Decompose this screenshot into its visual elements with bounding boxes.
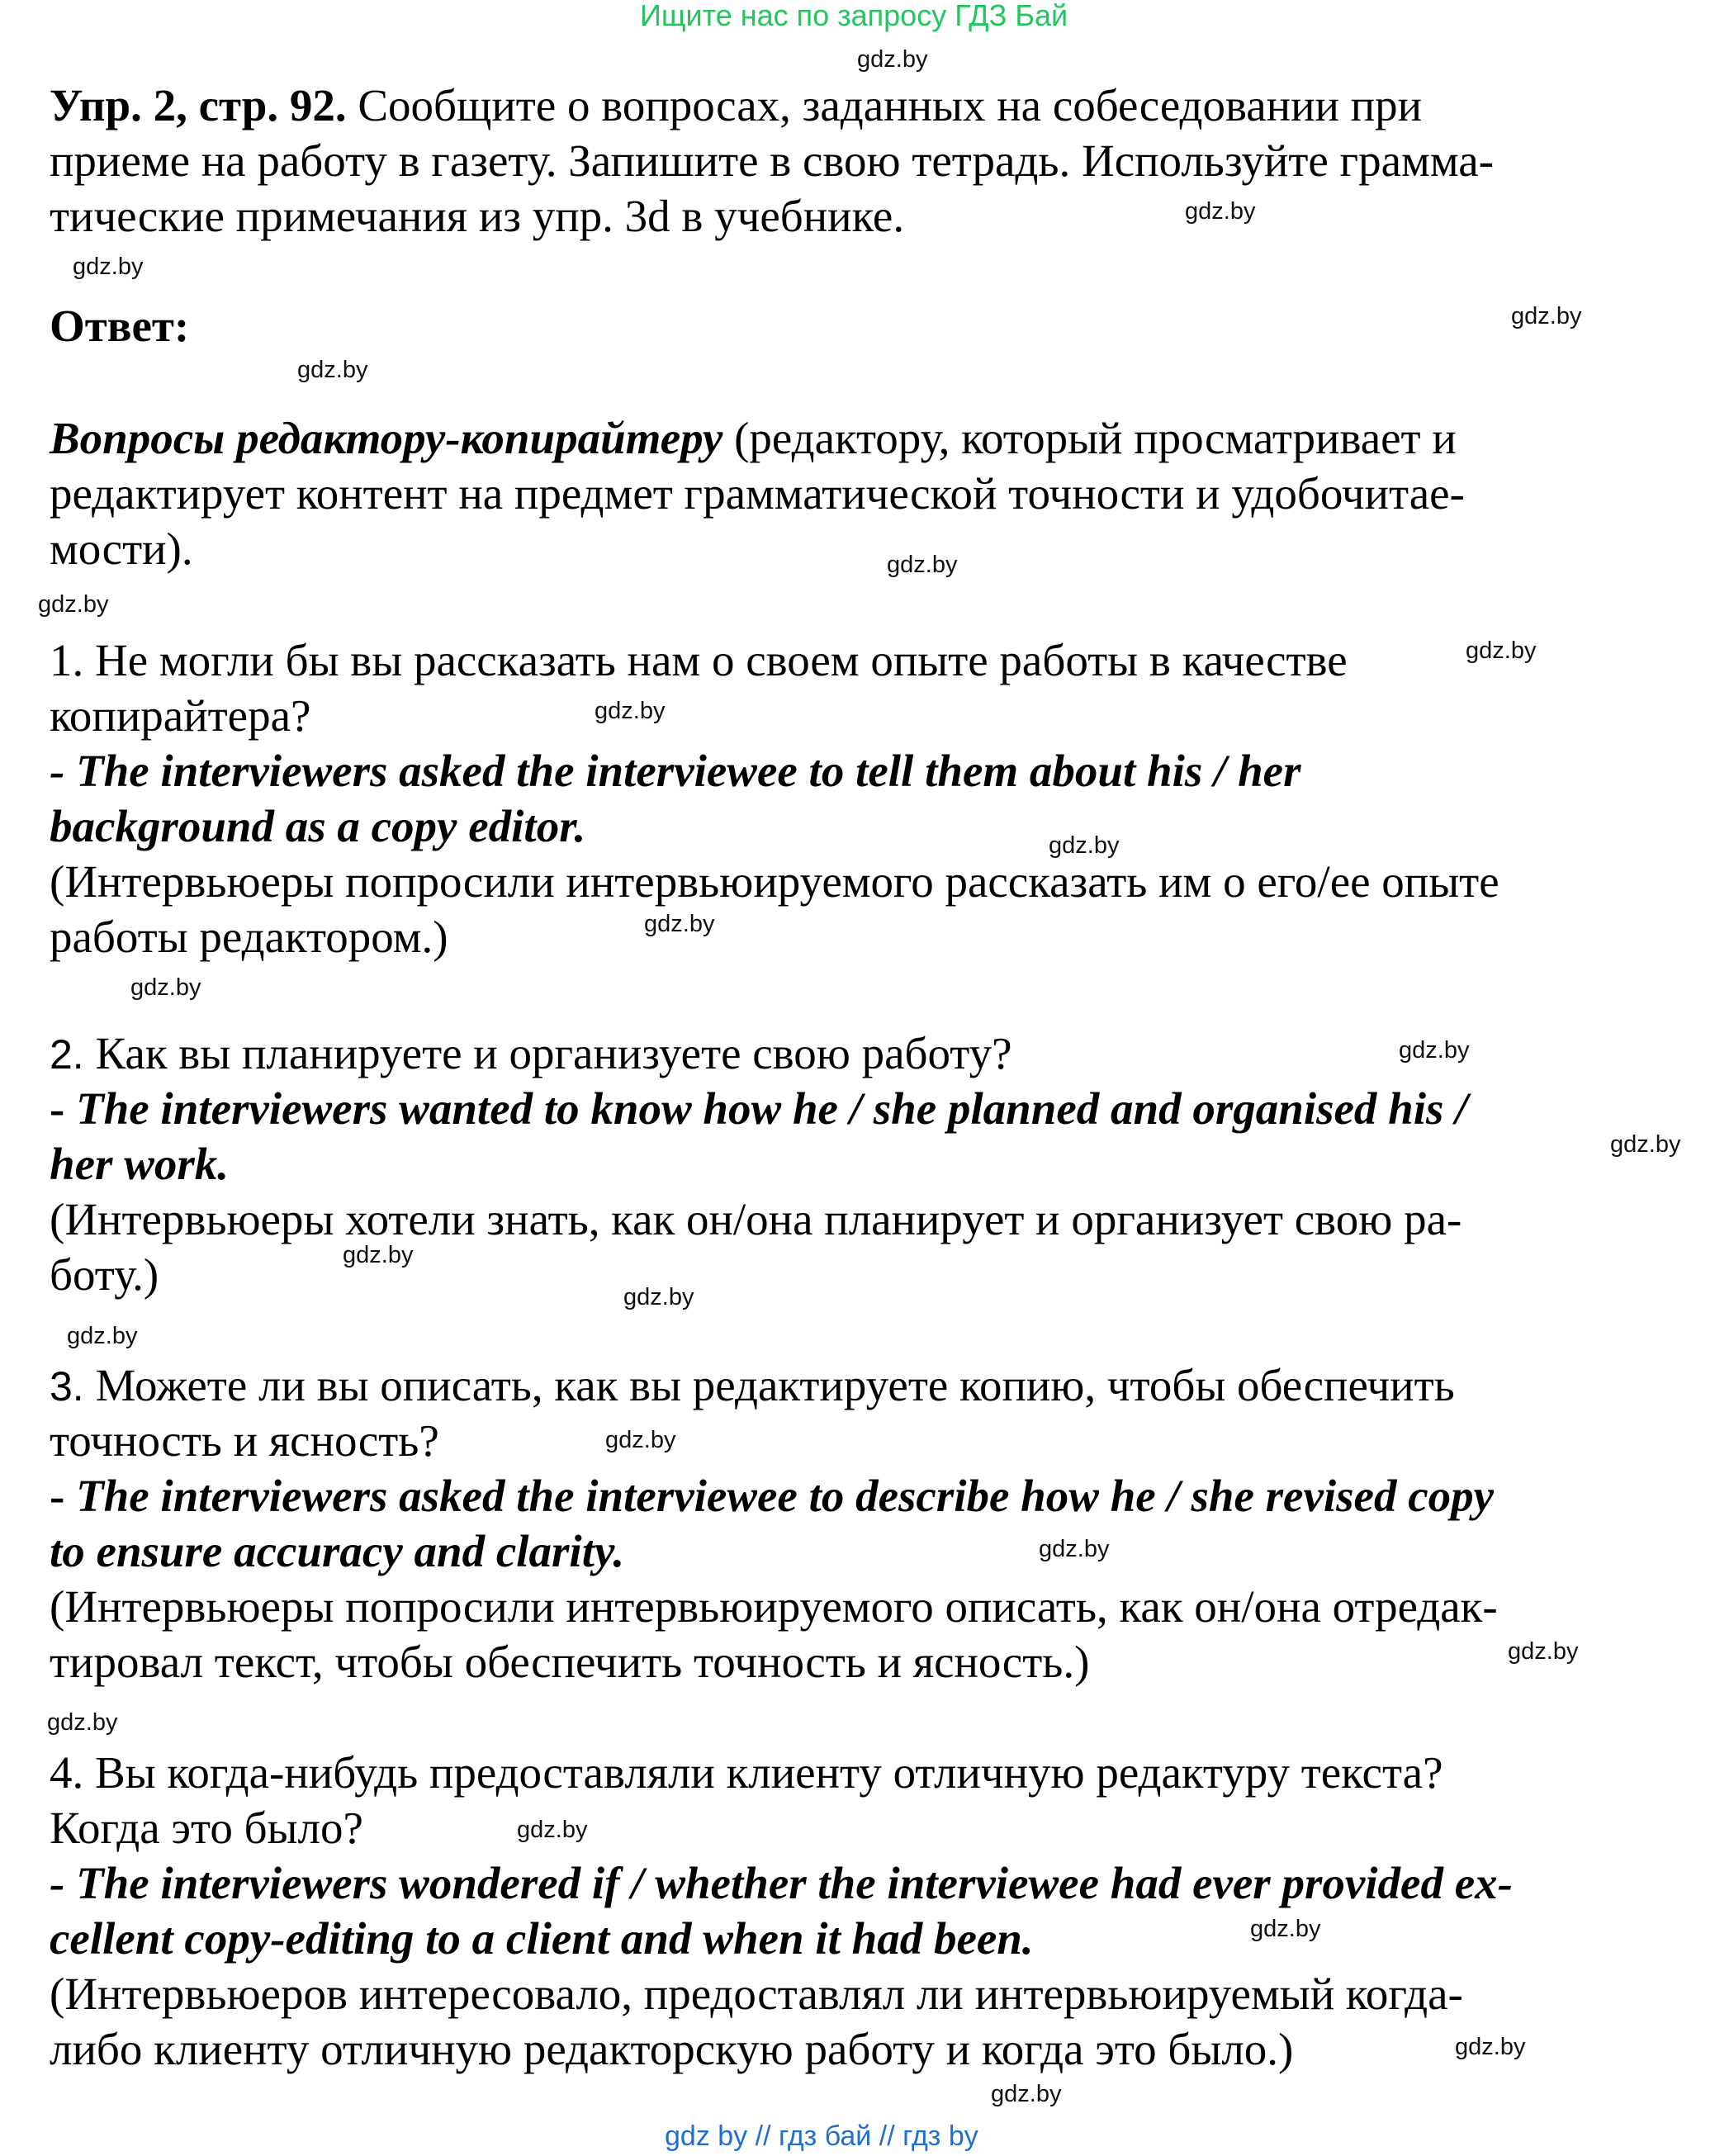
- watermark: gdz.by: [1039, 1536, 1110, 1562]
- q4-english-line-2: cellent copy-editing to a client and when it had been.: [50, 1913, 1034, 1964]
- q3-dash: -: [50, 1471, 77, 1521]
- q4-russian-line-2: Когда это было?: [50, 1803, 363, 1853]
- q3-english: The interviewers asked the interviewee to describe how he / she revised copy: [76, 1471, 1495, 1521]
- watermark: gdz.by: [73, 254, 144, 280]
- watermark: gdz.by: [517, 1817, 588, 1843]
- watermark: gdz.by: [67, 1323, 138, 1349]
- answer-label: Ответ:: [50, 301, 190, 351]
- watermark: gdz.by: [1610, 1131, 1681, 1158]
- q2-translation-line-1: (Интервьюеры хотели знать, как он/она планирует и организует свою ра-: [50, 1194, 1462, 1244]
- watermark: gdz.by: [297, 357, 368, 383]
- watermark: gdz.by: [595, 698, 666, 724]
- q1-russian-line-1: 1. Не могли бы вы рассказать нам о своем опыте работы в качестве: [50, 635, 1348, 685]
- watermark: gdz.by: [47, 1709, 118, 1736]
- q3-english-line-2: to ensure accuracy and clarity.: [50, 1526, 625, 1576]
- q4-translation-line-1: (Интервьюеров интересовало, предоставлял ли интервьюируемый когда-: [50, 1969, 1463, 2019]
- watermark: gdz.by: [991, 2081, 1062, 2107]
- watermark: gdz.by: [1455, 2034, 1526, 2060]
- watermark: gdz.by: [1508, 1638, 1579, 1665]
- q2-dash: -: [50, 1083, 77, 1134]
- q3-russian-line-1: [50, 1358, 1455, 1414]
- watermark: gdz.by: [1399, 1037, 1470, 1064]
- intro-line-2: редактирует контент на предмет грамматической точности и удобочитае-: [50, 468, 1465, 519]
- q4-translation-line-2: либо клиенту отличную редакторскую работу и когда это было.): [50, 2024, 1294, 2074]
- q1-english-line-1: - The interviewers asked the interviewee to tell them about his / her: [50, 746, 1301, 796]
- task-text: Сообщите о вопросах, заданных на собеседовании при: [346, 80, 1423, 130]
- q3-question: Можете ли вы описать, как вы редактируете копию, чтобы обеспечить: [83, 1360, 1455, 1410]
- task-ref: Упр. 2, стр. 92.: [50, 80, 347, 130]
- q1-russian-line-2: копирайтера?: [50, 690, 311, 741]
- watermark: gdz.by: [38, 591, 109, 618]
- q3-english-line-1: [50, 1469, 1494, 1523]
- intro-line-1: [50, 411, 1457, 466]
- watermark: gdz.by: [887, 552, 958, 578]
- q2-number: 2.: [50, 1031, 84, 1078]
- task-line-2: приеме на работу в газету. Запишите в свою тетрадь. Используйте грамма-: [50, 135, 1494, 186]
- watermark: gdz.by: [1250, 1916, 1321, 1942]
- watermark: gdz.by: [644, 911, 715, 937]
- watermark: gdz.by: [130, 974, 201, 1001]
- intro-text: (редактору, который просматривает и: [722, 413, 1457, 463]
- intro-line-3: мости).: [50, 524, 193, 574]
- q1-translation-line-2: работы редактором.): [50, 912, 448, 962]
- q2-translation-line-2: боту.): [50, 1249, 159, 1300]
- q4-russian-line-1: 4. Вы когда-нибудь предоставляли клиенту отличную редактуру текста?: [50, 1747, 1443, 1798]
- watermark: gdz.by: [1185, 198, 1256, 225]
- q3-number: 3.: [50, 1363, 84, 1410]
- q2-english-line-1: [50, 1082, 1467, 1136]
- task-line-1: [50, 78, 1422, 133]
- q3-translation-line-1: (Интервьюеры попросили интервьюируемого описать, как он/она отредак-: [50, 1581, 1498, 1632]
- footer-links[interactable]: gdz by // гдз бай // гдз by: [665, 2120, 978, 2152]
- watermark: gdz.by: [1511, 303, 1582, 329]
- q1-english-line-2: background as a copy editor.: [50, 801, 586, 851]
- q2-english-line-2: her work.: [50, 1139, 229, 1189]
- watermark: gdz.by: [1466, 637, 1537, 664]
- task-line-3: тические примечания из упр. 3d в учебнике.: [50, 191, 905, 241]
- header-search-hint[interactable]: Ищите нас по запросу ГДЗ Бай: [640, 0, 1068, 32]
- watermark: gdz.by: [343, 1242, 414, 1268]
- q4-english-line-1: - The interviewers wondered if / whether the interviewee had ever provided ex-: [50, 1858, 1513, 1908]
- watermark: gdz.by: [605, 1427, 676, 1453]
- watermark: gdz.by: [623, 1284, 694, 1310]
- watermark: gdz.by: [857, 46, 928, 73]
- q2-english: The interviewers wanted to know how he / she planned and organised his /: [76, 1083, 1468, 1134]
- watermark: gdz.by: [1049, 832, 1120, 859]
- q3-russian-line-2: точность и ясность?: [50, 1415, 439, 1466]
- intro-title: Вопросы редактору-копирайтеру: [50, 413, 723, 463]
- q2-russian-line-1: [50, 1026, 1012, 1082]
- q3-translation-line-2: тировал текст, чтобы обеспечить точность и ясность.): [50, 1637, 1090, 1687]
- q1-translation-line-1: (Интервьюеры попросили интервьюируемого рассказать им о его/ее опыте: [50, 856, 1499, 907]
- q2-question: Как вы планируете и организуете свою работу?: [83, 1028, 1012, 1078]
